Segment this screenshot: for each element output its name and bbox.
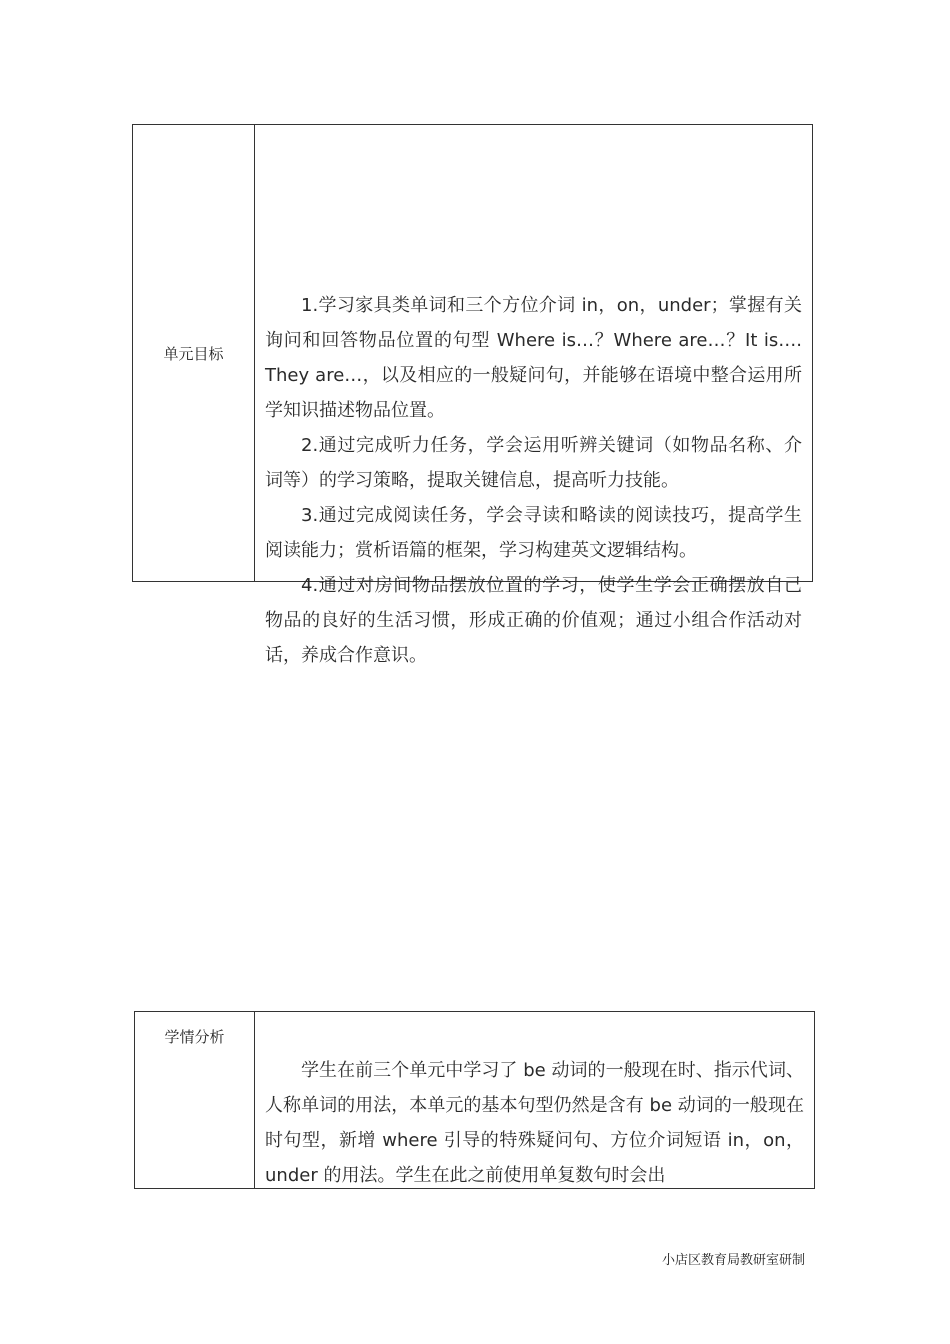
unit-goal-paragraph-4: 4.通过对房间物品摆放位置的学习，使学生学会正确摆放自己物品的良好的生活习惯，形成正确的价值观；通过小组合作活动对话，养成合作意识。 [265, 575, 802, 666]
learner-analysis-label: 学情分析 [164, 1028, 225, 1046]
learner-analysis-paragraph: 学生在前三个单元中学习了 be 动词的一般现在时、指示代词、人称单词的用法，本单元的基本句型仍然是含有 be 动词的一般现在时句型，新增 where 引导的特殊疑问句、方位介词短语 in，on， under 的用法。学生在此之前使用单复数句时会出 [265, 1060, 804, 1186]
learner-analysis-table [134, 1011, 815, 1189]
unit-goals-content-cell [255, 125, 812, 666]
unit-goals-label: 单元目标 [163, 344, 224, 363]
unit-goal-paragraph-1: 1.学习家具类单词和三个方位介词 in，on，under；掌握有关询问和回答物品位置的句型 Where is…？Where are…？It is…. They are…，以及相应的一般疑问句，并能够在语境中整合运用所学知识描述物品位置。 [265, 295, 802, 421]
unit-goal-paragraph-2: 2.通过完成听力任务，学会运用听辨关键词（如物品名称、介词等）的学习策略，提取关键信息，提高听力技能。 [265, 435, 802, 491]
learner-analysis-label-cell [135, 1012, 255, 1188]
learner-analysis-content-cell [255, 1012, 814, 1188]
unit-goal-paragraph-3: 3.通过完成阅读任务，学会寻读和略读的阅读技巧，提高学生阅读能力；赏析语篇的框架，学习构建英文逻辑结构。 [265, 505, 802, 561]
footer-credit: 小店区教育局教研室研制 [661, 1253, 805, 1268]
unit-goals-table [132, 124, 813, 666]
unit-goals-label-cell [133, 125, 255, 581]
